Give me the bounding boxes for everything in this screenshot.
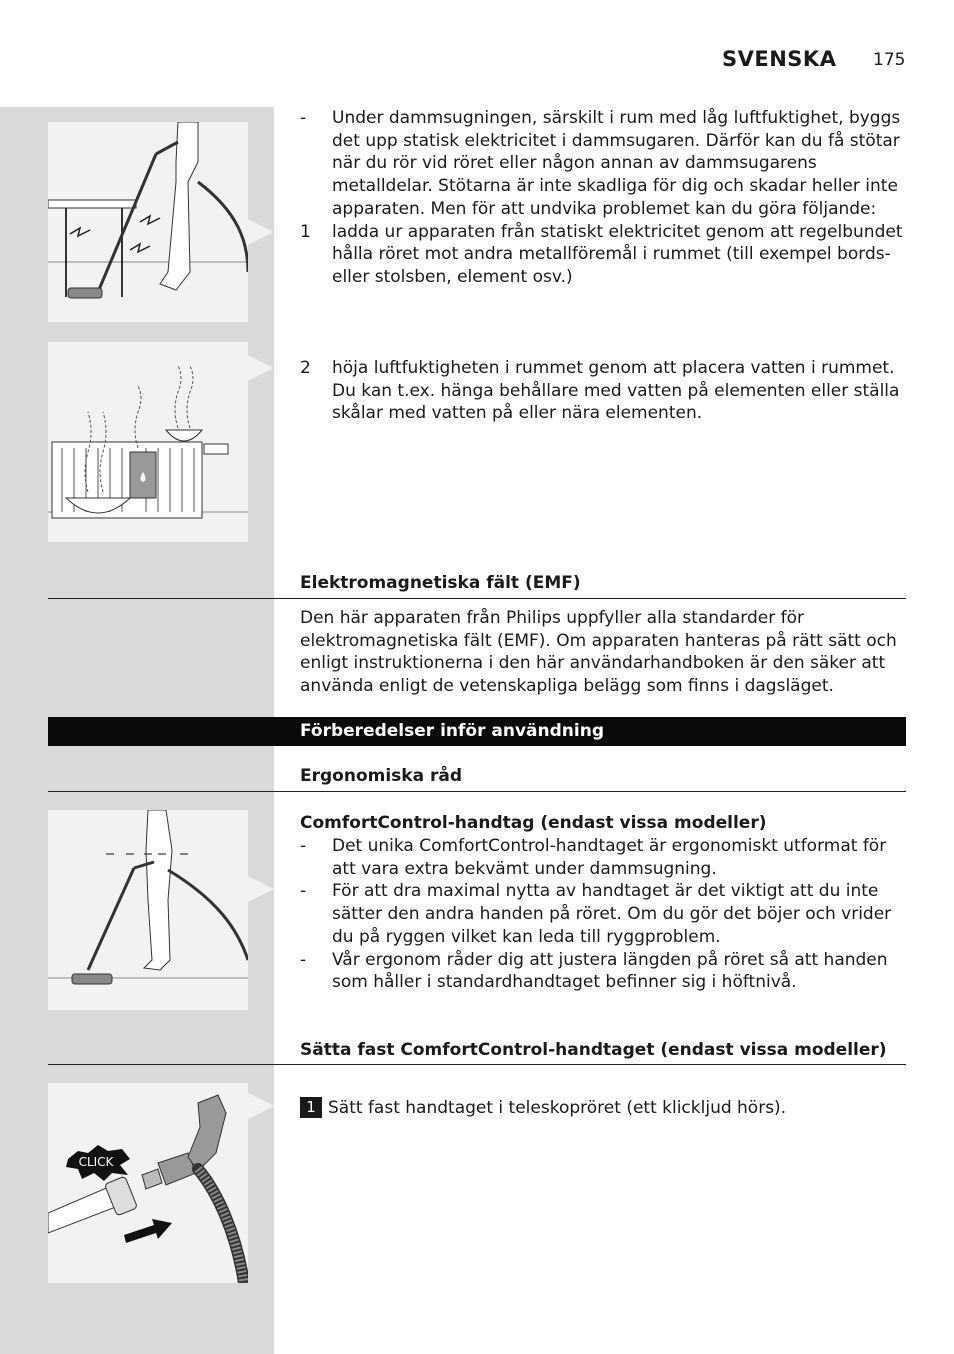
step-number: 2 (300, 358, 311, 378)
comfortcontrol-heading: ComfortControl-handtag (endast vissa modeller) (300, 813, 767, 833)
emf-heading: Elektromagnetiska fält (EMF) (300, 573, 581, 593)
list-item (300, 357, 906, 425)
attach-heading: Sätta fast ComfortControl-handtaget (endast vissa modeller) (300, 1040, 887, 1060)
section-bar (48, 717, 906, 746)
step-text-continued: Du kan t.ex. hänga behållare med vatten på elementen eller ställa skålar med vatten på eller nära elementen. (332, 380, 900, 424)
step-text: ladda ur apparaten från statiskt elektricitet genom att regelbundet hålla röret mot andra metallföremål i rummet (till exempel bords- eller stolsben, element osv.) (332, 221, 903, 287)
page-number: 175 (873, 50, 906, 70)
attach-step (300, 1097, 906, 1120)
list-item: - Det unika ComfortControl-handtaget är ergonomiskt utformat för att vara extra bekvämt under dammsugning. (300, 836, 887, 879)
list-item: - Vår ergonom råder dig att justera längden på röret så att handen som håller i standardhandtaget befinner sig i höftnivå. (300, 949, 888, 993)
language-label: SVENSKA (722, 47, 837, 71)
ergonomics-heading: Ergonomiska råd (300, 766, 463, 786)
bullet-text: Vår ergonom råder dig att justera längden på röret så att handen som håller i standardhandtaget befinner sig i höftnivå. (332, 949, 888, 993)
step-number-badge: 1 (300, 1097, 322, 1118)
list-item: - Under dammsugningen, särskilt i rum med låg luftfuktighet, byggs det upp statisk elektricitet i dammsugaren. Därför kan du få stötar när du rör vid röret eller någon annan av dammsugarens metalldelar. Stötarna är inte skadliga för dig och skadar heller inte apparaten. Men för att undvika problemet kan du göra följande: (300, 108, 901, 219)
click-label: CLICK (78, 1155, 114, 1169)
humidity-text (300, 357, 906, 425)
ergonomics-list (300, 835, 906, 994)
divider (48, 1064, 906, 1065)
step-text: höja luftfuktigheten i rummet genom att placera vatten i rummet. (332, 358, 895, 378)
step-text: Sätt fast handtaget i teleskopröret (ett klickljud hörs). (328, 1098, 787, 1118)
ergonomic-posture-icon (48, 810, 248, 1010)
radiator-water-bowls-icon (48, 342, 248, 542)
emf-body: Den här apparaten från Philips uppfyller alla standarder för elektromagnetiska fält (EMF). Om apparaten hanteras på rätt sätt och enligt instruktionerna i den här användarhandboken är den säker att använda enligt de vetenskapliga belägg som finns i dagsläget. (300, 608, 897, 697)
bullet-text: Under dammsugningen, särskilt i rum med låg luftfuktighet, byggs det upp statisk elektricitet i dammsugaren. Därför kan du få stötar när du rör vid röret eller någon annan av dammsugarens metalldelar. Stötarna är inte skadliga för dig och skadar heller inte apparaten. Men för att undvika problemet kan du göra följande: (332, 108, 901, 219)
illustration-pointer (248, 355, 274, 381)
divider (48, 598, 906, 599)
step-number: 1 (300, 221, 311, 242)
bullet-text: För att dra maximal nytta av handtaget är det viktigt att du inte sätter den andra handen på röret. Om du gör det böjer och vrider du på ryggen vilket kan leda till ryggproblem. (332, 881, 892, 947)
bullet-text: Det unika ComfortControl-handtaget är ergonomiskt utformat för att vara extra bekvämt under dammsugning. (332, 836, 887, 879)
radiator-illustration (48, 342, 248, 542)
divider (48, 791, 906, 792)
static-shock-illustration (48, 122, 248, 322)
illustration-pointer (248, 1093, 274, 1119)
handle-click-illustration (48, 1083, 248, 1283)
handle-click-icon (48, 1083, 248, 1283)
section-title: Förberedelser inför användning (300, 721, 604, 741)
illustration-pointer (248, 876, 274, 902)
illustration-pointer (248, 219, 274, 245)
list-item (300, 221, 906, 289)
ergonomic-illustration (48, 810, 248, 1010)
static-shock-icon (48, 122, 248, 322)
static-electricity-text (300, 107, 906, 289)
list-item: - För att dra maximal nytta av handtaget är det viktigt att du inte sätter den andra handen på röret. Om du gör det böjer och vrider du på ryggen vilket kan leda till ryggproblem. (300, 881, 892, 947)
